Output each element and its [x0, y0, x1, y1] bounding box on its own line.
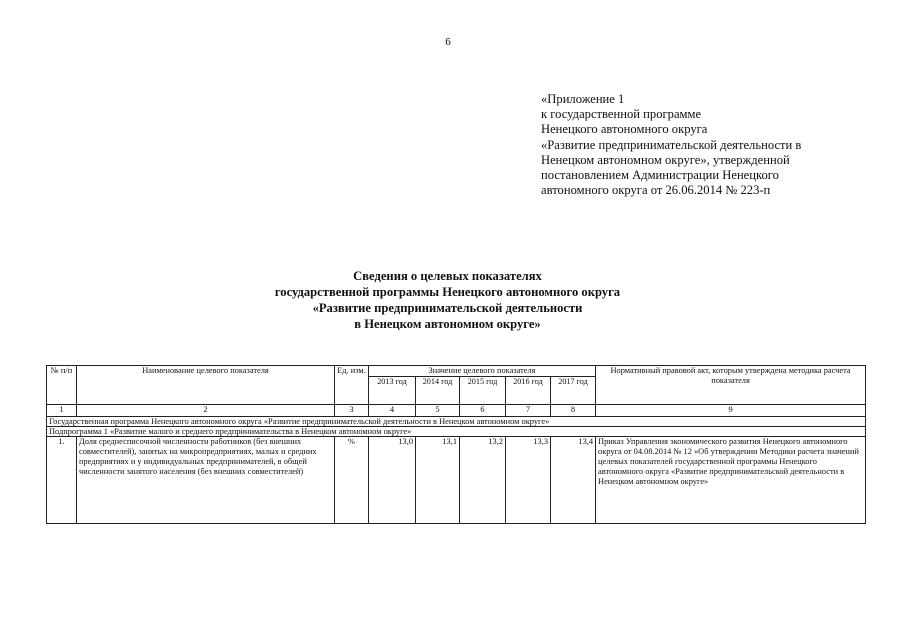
- indicators-table: [46, 365, 866, 524]
- column-number: 6: [460, 405, 506, 417]
- appendix-line: автономного округа от 26.06.2014 № 223-п: [541, 183, 771, 198]
- document-title: [200, 268, 695, 332]
- header-year: 2016 год: [506, 377, 551, 405]
- column-number: 5: [416, 405, 460, 417]
- row-value-2014: 13,1: [416, 437, 460, 524]
- appendix-line: Ненецкого автономного округа: [541, 122, 708, 137]
- program-row: [47, 417, 866, 427]
- header-act: Нормативный правовой акт, которым утверждена методика расчета показателя: [596, 366, 866, 405]
- table-row: [47, 437, 866, 524]
- column-number: 2: [77, 405, 335, 417]
- row-value-2015: 13,2: [460, 437, 506, 524]
- row-value-2016: 13,3: [506, 437, 551, 524]
- header-num: № п/п: [47, 366, 77, 405]
- title-line: Сведения о целевых показателях: [353, 269, 542, 283]
- appendix-line: Ненецком автономном округе», утвержденной: [541, 152, 790, 167]
- column-number: 9: [596, 405, 866, 417]
- page-number: 6: [445, 36, 451, 48]
- column-number: 3: [335, 405, 369, 417]
- column-number: 8: [551, 405, 596, 417]
- row-indicator-name: Доля среднесписочной численности работников (без внешних совместителей), занятых на микропредприятиях, малых и средних предприятиях и у индивидуальных предпринимателей, в общей численности занятого населения (без внешних совместителей): [77, 437, 335, 524]
- appendix-line: к государственной программе: [541, 107, 702, 122]
- column-number: 7: [506, 405, 551, 417]
- subprogram-title: Подпрограмма 1 «Развитие малого и среднего предпринимательства в Ненецком автономном округе»: [47, 427, 866, 437]
- row-value-2017: 13,4: [551, 437, 596, 524]
- row-unit: %: [335, 437, 369, 524]
- header-year: 2013 год: [369, 377, 416, 405]
- row-normative-act: Приказ Управления экономического развития Ненецкого автономного округа от 04.08.2014 № 12 «Об утверждении Методики расчета значений целевых показателей государственной программы Ненецкого автономного округа «Развитие предпринимательской деятельности в Ненецком автономном округе»: [596, 437, 866, 524]
- appendix-line: постановлением Администрации Ненецкого: [541, 168, 779, 183]
- header-year: 2014 год: [416, 377, 460, 405]
- column-numbers-row: [47, 405, 866, 417]
- title-line: «Развитие предпринимательской деятельности: [312, 301, 583, 315]
- row-num: 1.: [47, 437, 77, 524]
- appendix-line: «Развитие предпринимательской деятельности в: [541, 137, 802, 152]
- subprogram-row: [47, 427, 866, 437]
- column-number: 4: [369, 405, 416, 417]
- header-values-group: Значение целевого показателя: [369, 366, 596, 377]
- appendix-note: [541, 92, 881, 198]
- table-header-row: [47, 366, 866, 377]
- header-name: Наименование целевого показателя: [77, 366, 335, 405]
- appendix-line: «Приложение 1: [541, 92, 625, 106]
- row-value-2013: 13,0: [369, 437, 416, 524]
- title-line: в Ненецком автономном округе»: [354, 317, 541, 331]
- header-year: 2017 год: [551, 377, 596, 405]
- header-unit: Ед. изм.: [335, 366, 369, 405]
- title-line: государственной программы Ненецкого автономного округа: [274, 285, 621, 299]
- program-title: Государственная программа Ненецкого автономного округа «Развитие предпринимательской деятельности в Ненецком автономном округе»: [47, 417, 866, 427]
- column-number: 1: [47, 405, 77, 417]
- header-year: 2015 год: [460, 377, 506, 405]
